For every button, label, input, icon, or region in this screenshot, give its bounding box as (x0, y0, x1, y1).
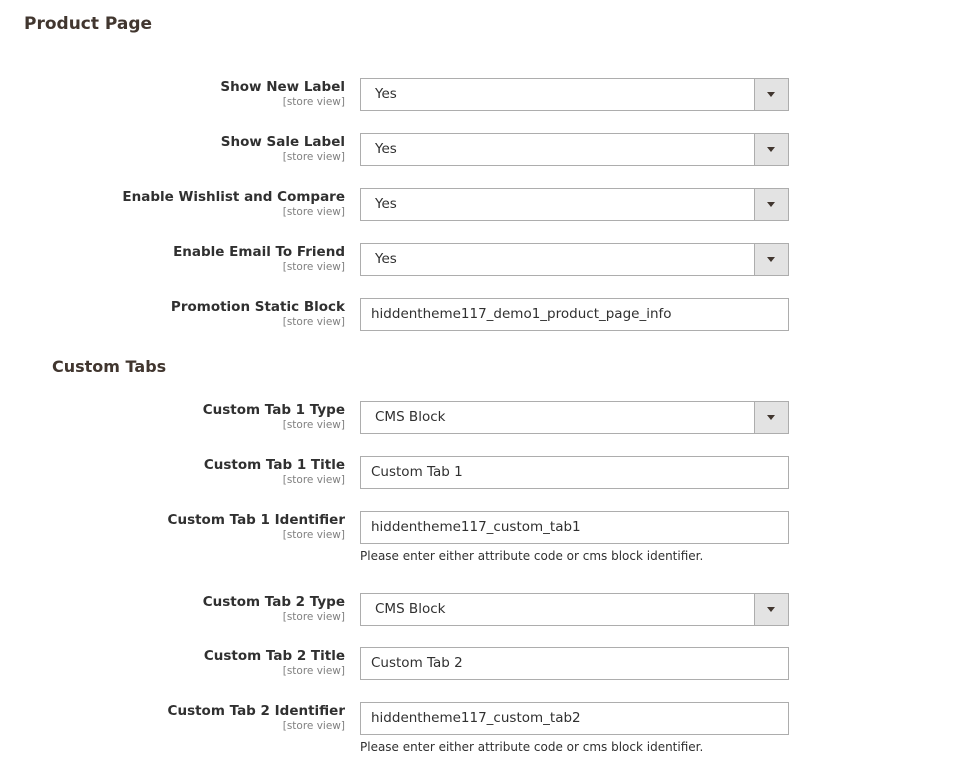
field-custom-tab-2-type (0, 593, 971, 627)
chevron-down-icon (767, 415, 775, 420)
field-label (221, 134, 345, 163)
select-value: Yes (375, 196, 397, 212)
field-note: Please enter either attribute code or cms block identifier. (360, 740, 704, 754)
label-text: Promotion Static Block (170, 299, 345, 315)
field-custom-tab-1-identifier (0, 511, 971, 545)
label-text: Show New Label (220, 79, 345, 95)
scope-text: [store view] (282, 474, 345, 486)
label-text: Custom Tab 1 Title (203, 457, 345, 473)
select-value: Yes (375, 86, 397, 102)
dropdown-button[interactable] (754, 134, 788, 165)
select-value: CMS Block (375, 601, 446, 617)
label-text: Show Sale Label (220, 134, 345, 150)
label-text: Enable Email To Friend (173, 244, 345, 260)
field-custom-tab-1-title (0, 456, 971, 490)
field-note: Please enter either attribute code or cms block identifier. (360, 549, 704, 563)
dropdown-button[interactable] (754, 594, 788, 625)
field-show-sale-label (0, 133, 971, 167)
field-label (204, 648, 345, 677)
scope-text: [store view] (282, 206, 345, 218)
chevron-down-icon (767, 92, 775, 97)
field-label (173, 244, 345, 273)
input-value: hiddentheme117_custom_tab1 (371, 519, 581, 535)
enable-email-to-friend-select[interactable] (360, 243, 789, 276)
section-title-product-page: Product Page (24, 14, 153, 34)
label-text: Custom Tab 1 Type (202, 402, 345, 418)
scope-text: [store view] (282, 665, 345, 677)
field-label (168, 512, 345, 541)
custom-tab-1-identifier-input[interactable] (360, 511, 789, 544)
field-label (203, 594, 345, 623)
scope-text: [store view] (282, 419, 345, 431)
input-value: Custom Tab 2 (371, 655, 463, 671)
promotion-static-block-input[interactable] (360, 298, 789, 331)
select-value: CMS Block (375, 409, 446, 425)
field-enable-email-to-friend (0, 243, 971, 277)
field-enable-wishlist-compare (0, 188, 971, 222)
chevron-down-icon (767, 147, 775, 152)
label-text: Custom Tab 2 Identifier (167, 703, 345, 719)
dropdown-button[interactable] (754, 402, 788, 433)
field-custom-tab-2-title (0, 647, 971, 681)
input-value: hiddentheme117_demo1_product_page_info (371, 306, 672, 322)
field-label (168, 703, 345, 732)
field-label (220, 79, 345, 108)
label-text: Custom Tab 1 Identifier (167, 512, 345, 528)
chevron-down-icon (767, 607, 775, 612)
select-value: Yes (375, 141, 397, 157)
dropdown-button[interactable] (754, 79, 788, 110)
show-new-label-select[interactable] (360, 78, 789, 111)
field-custom-tab-1-type (0, 401, 971, 435)
field-promotion-static-block (0, 298, 971, 332)
scope-text: [store view] (282, 611, 345, 623)
input-value: hiddentheme117_custom_tab2 (371, 710, 581, 726)
section-title-custom-tabs: Custom Tabs (52, 357, 167, 376)
field-label (122, 189, 345, 218)
field-show-new-label (0, 78, 971, 112)
custom-tab-2-identifier-input[interactable] (360, 702, 789, 735)
label-text: Enable Wishlist and Compare (122, 189, 345, 205)
dropdown-button[interactable] (754, 189, 788, 220)
input-value: Custom Tab 1 (371, 464, 463, 480)
scope-text: [store view] (282, 316, 345, 328)
label-text: Custom Tab 2 Type (202, 594, 345, 610)
scope-text: [store view] (282, 261, 345, 273)
field-custom-tab-2-identifier (0, 702, 971, 736)
scope-text: [store view] (282, 96, 345, 108)
scope-text: [store view] (282, 151, 345, 163)
field-label (204, 457, 345, 486)
scope-text: [store view] (282, 529, 345, 541)
enable-wishlist-compare-select[interactable] (360, 188, 789, 221)
show-sale-label-select[interactable] (360, 133, 789, 166)
custom-tab-1-type-select[interactable] (360, 401, 789, 434)
field-label (203, 402, 345, 431)
custom-tab-1-title-input[interactable] (360, 456, 789, 489)
field-label (171, 299, 345, 328)
scope-text: [store view] (282, 720, 345, 732)
chevron-down-icon (767, 202, 775, 207)
chevron-down-icon (767, 257, 775, 262)
select-value: Yes (375, 251, 397, 267)
custom-tab-2-title-input[interactable] (360, 647, 789, 680)
label-text: Custom Tab 2 Title (203, 648, 345, 664)
dropdown-button[interactable] (754, 244, 788, 275)
custom-tab-2-type-select[interactable] (360, 593, 789, 626)
